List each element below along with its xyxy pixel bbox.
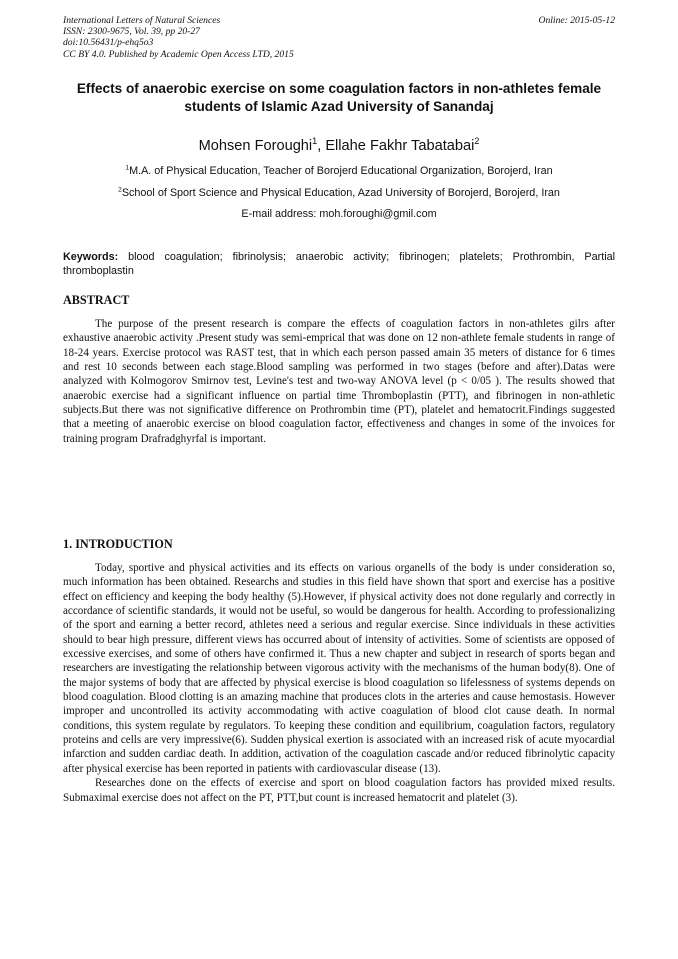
author-affil-mark: 2 — [474, 136, 480, 147]
author-name: Mohsen Foroughi — [198, 138, 313, 154]
intro-paragraph-text: Today, sportive and physical activities and its effects on various organells of the body is under consideration so, much information has been obtained. Researchs and studies in this field have shown that sport and exercise has a positive effect on efficiency and keeping the body healthy (5).However, if physical activity does not done regularly and correctly in accordance of scientific standards, it would not be useful, so would be dangerous for health. According to professionalizing of the sport and earning a better record, athletes need a serious and regular exercise. Since individuals in these activities should to bear high pressure, different views has occurred about of intensity of activities. Some of scientists are opposed of excessive exercises, and some of others have confirmed it. Thus a new chapter and subject in research of sports began and researchers are investigating the relationship between vigorous activity with the mechanisms of the human body(8). One of the major systems of body that are affected by physical exercise is blood coagulation so lifelessness of systems depends on blood coagulation. Blood clotting is an amazing machine that produces clots in the arteries and cause hemostasis. However improper and uncontrolled its activity accommodating with active coagulation of blood clot cause death. In normal conditions, this system regulate by regulators. To keeping these condition and equilibrium, coagulation factors, regulatory proteins and cells are very impressive(6). Sudden physical exertion is associated with an increased risk of acute myocardial infarction and sudden cardiac death. In addition, activation of the coagulation cascade and/or reduced fibrinolytic capacity after physical exercise has been reported in patients with cardiovascular disease (13). — [63, 562, 615, 775]
affil-mark: 1 — [125, 164, 130, 172]
email-address: E-mail address: moh.foroughi@gmil.com — [241, 208, 437, 220]
journal-header — [63, 15, 615, 60]
journal-license: CC BY 4.0. Published by Academic Open Access LTD, 2015 — [63, 48, 294, 60]
affil-text: School of Sport Science and Physical Education, Azad University of Borojerd, Borojerd, Iran — [121, 187, 560, 199]
keywords — [63, 250, 615, 278]
author-list — [63, 136, 615, 156]
keywords-label: Keywords: — [63, 251, 119, 263]
introduction-body — [63, 561, 615, 805]
online-date: Online: 2015-05-12 — [538, 15, 615, 26]
journal-name: International Letters of Natural Sciences — [63, 15, 221, 26]
abstract-body — [63, 317, 615, 446]
affiliation-1 — [63, 164, 615, 178]
affiliation-2 — [63, 186, 615, 200]
intro-paragraph-text: Researches done on the effects of exercise and sport on blood coagulation factors has provided mixed results. Submaximal exercise does not affect on the PT, PTT,but count is increased hematocrit and platelet (3). — [63, 777, 615, 804]
journal-doi: doi:10.56431/p-ehq5o3 — [63, 37, 154, 49]
keywords-text: blood coagulation; fibrinolysis; anaerobic activity; fibrinogen; platelets; Prothrombin, Partial thromboplastin — [63, 251, 615, 278]
affil-text: M.A. of Physical Education, Teacher of Borojerd Educational Organization, Borojerd, Iran — [129, 165, 553, 177]
affil-mark: 2 — [118, 186, 122, 194]
abstract-heading: ABSTRACT — [63, 293, 130, 307]
author-affil-mark: 1 — [312, 136, 318, 147]
author-separator: , — [317, 138, 326, 154]
introduction-heading: 1. INTRODUCTION — [63, 537, 173, 551]
abstract-text: The purpose of the present research is compare the effects of coagulation factors in non-athletes gilrs after exhaustive anaerobic activity .Present study was semi-emprical that was done on 12 non-athlete female students in range of 18-24 years. Exercise protocol was RAST test, that in which each person passed amain 35 meters of distance for 6 times and rest 10 seconds between each stage.Blood sampling was performed in two stages (before and after).Datas were analyzed with Kolmogorov Smirnov test, Levine's test and two-way ANOVA level (p < 0/05 ). The results showed that anaerobic exercise had a significant influence on partial time Thromboplastin (PTT), and fibrinogen in non-athletic subjects.But there was not significative difference on Prothrombin time (PT), platelet and hematocrit.Findings suggested that a meeting of anaerobic exercise on blood coagulation factor, effectiveness and changes in some of the invoices for training program Drafradghyrfal is important. — [63, 318, 615, 445]
author-name: Ellahe Fakhr Tabatabai — [325, 138, 475, 154]
journal-issn: ISSN: 2300-9675, Vol. 39, pp 20-27 — [63, 26, 200, 38]
intro-paragraph — [63, 776, 615, 805]
paper-title: Effects of anaerobic exercise on some coagulation factors in non-athletes female students of Islamic Azad University of Sanandaj — [76, 81, 602, 114]
intro-paragraph — [63, 561, 615, 776]
